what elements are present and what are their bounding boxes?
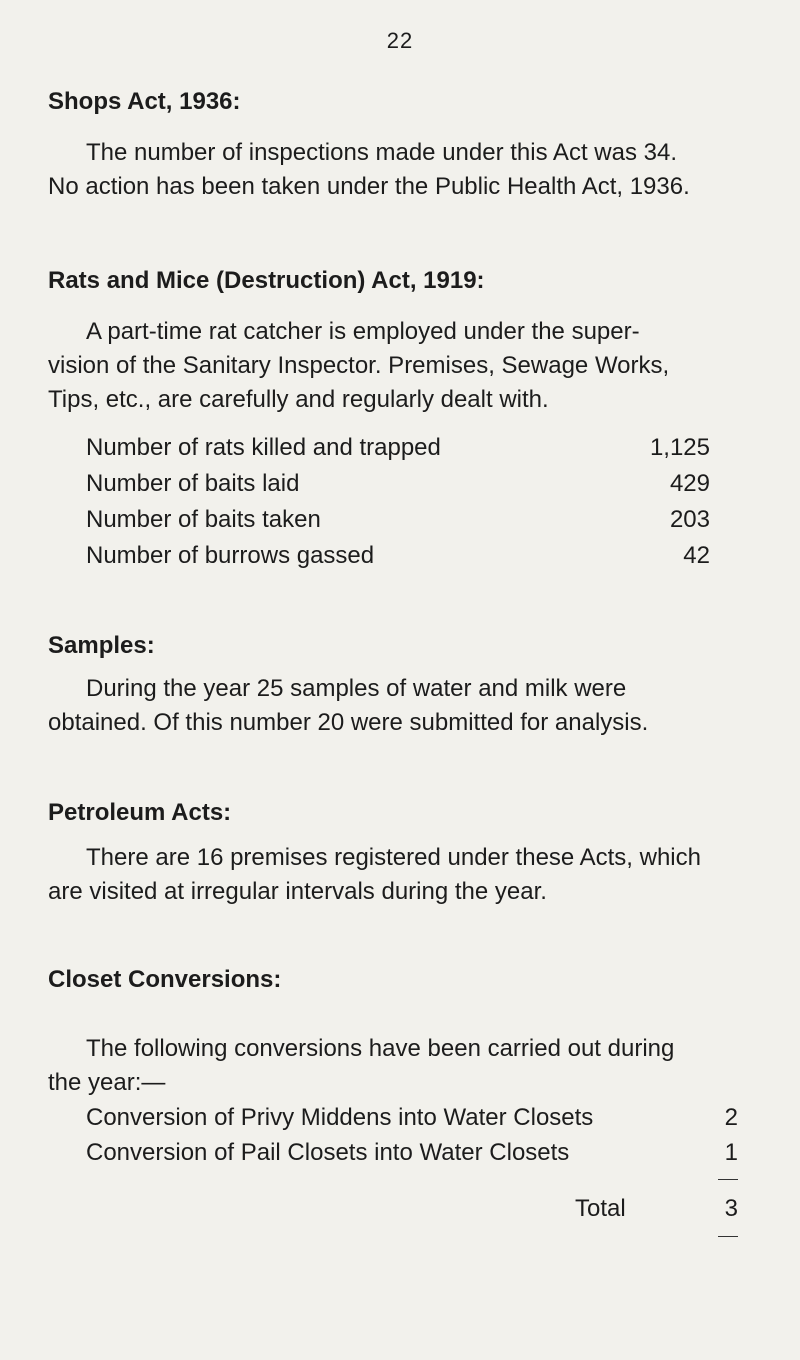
row-value: 42 [683, 542, 710, 569]
petroleum-heading: Petroleum Acts: [48, 799, 232, 826]
rats-table-row [86, 467, 710, 501]
closets-paragraph [48, 1032, 768, 1100]
row-value: 429 [669, 470, 710, 497]
row-label: Conversion of Pail Closets into Water Closets [86, 1139, 570, 1166]
shops-act-paragraph [48, 136, 768, 204]
rats-table-row [86, 503, 710, 537]
row-label: Number of baits taken [86, 506, 321, 533]
row-label: Number of burrows gassed [86, 542, 375, 569]
total-label: Total [575, 1195, 626, 1222]
row-value: 203 [669, 506, 710, 533]
samples-paragraph [48, 672, 768, 740]
paragraph-line: A part-time rat catcher is employed under the super- [86, 318, 640, 345]
paragraph-line: Tips, etc., are carefully and regularly dealt with. [48, 386, 549, 413]
conversion-row [86, 1101, 738, 1135]
paragraph-line: The number of inspections made under this Act was 34. [86, 139, 677, 166]
rats-table-row [86, 431, 710, 465]
petroleum-paragraph [48, 841, 768, 909]
paragraph-line: the year:— [48, 1069, 166, 1096]
paragraph-line: There are 16 premises registered under these Acts, which [86, 844, 701, 871]
rats-act-paragraph [48, 315, 768, 417]
shops-act-heading: Shops Act, 1936: [48, 88, 241, 115]
row-label: Conversion of Privy Middens into Water Closets [86, 1104, 594, 1131]
closets-heading: Closet Conversions: [48, 966, 282, 993]
paragraph-line: During the year 25 samples of water and milk were [86, 675, 627, 702]
row-label: Number of baits laid [86, 470, 300, 497]
page-number: 22 [386, 28, 414, 53]
total-row [86, 1192, 738, 1226]
paragraph-line: obtained. Of this number 20 were submitted for analysis. [48, 709, 649, 736]
row-label: Number of rats killed and trapped [86, 434, 441, 461]
row-value: 1 [724, 1139, 738, 1166]
rats-table-row [86, 539, 710, 573]
total-bottom-rule [718, 1236, 738, 1237]
rats-act-heading: Rats and Mice (Destruction) Act, 1919: [48, 267, 485, 294]
total-top-rule [718, 1179, 738, 1180]
paragraph-line: vision of the Sanitary Inspector. Premises, Sewage Works, [48, 352, 670, 379]
paragraph-line: are visited at irregular intervals during the year. [48, 878, 547, 905]
samples-heading: Samples: [48, 632, 155, 659]
row-value: 2 [724, 1104, 738, 1131]
paragraph-line: No action has been taken under the Public Health Act, 1936. [48, 173, 690, 200]
paragraph-line: The following conversions have been carried out during [86, 1035, 675, 1062]
total-value: 3 [724, 1195, 738, 1222]
row-value: 1,125 [649, 434, 710, 461]
conversion-row [86, 1136, 738, 1170]
